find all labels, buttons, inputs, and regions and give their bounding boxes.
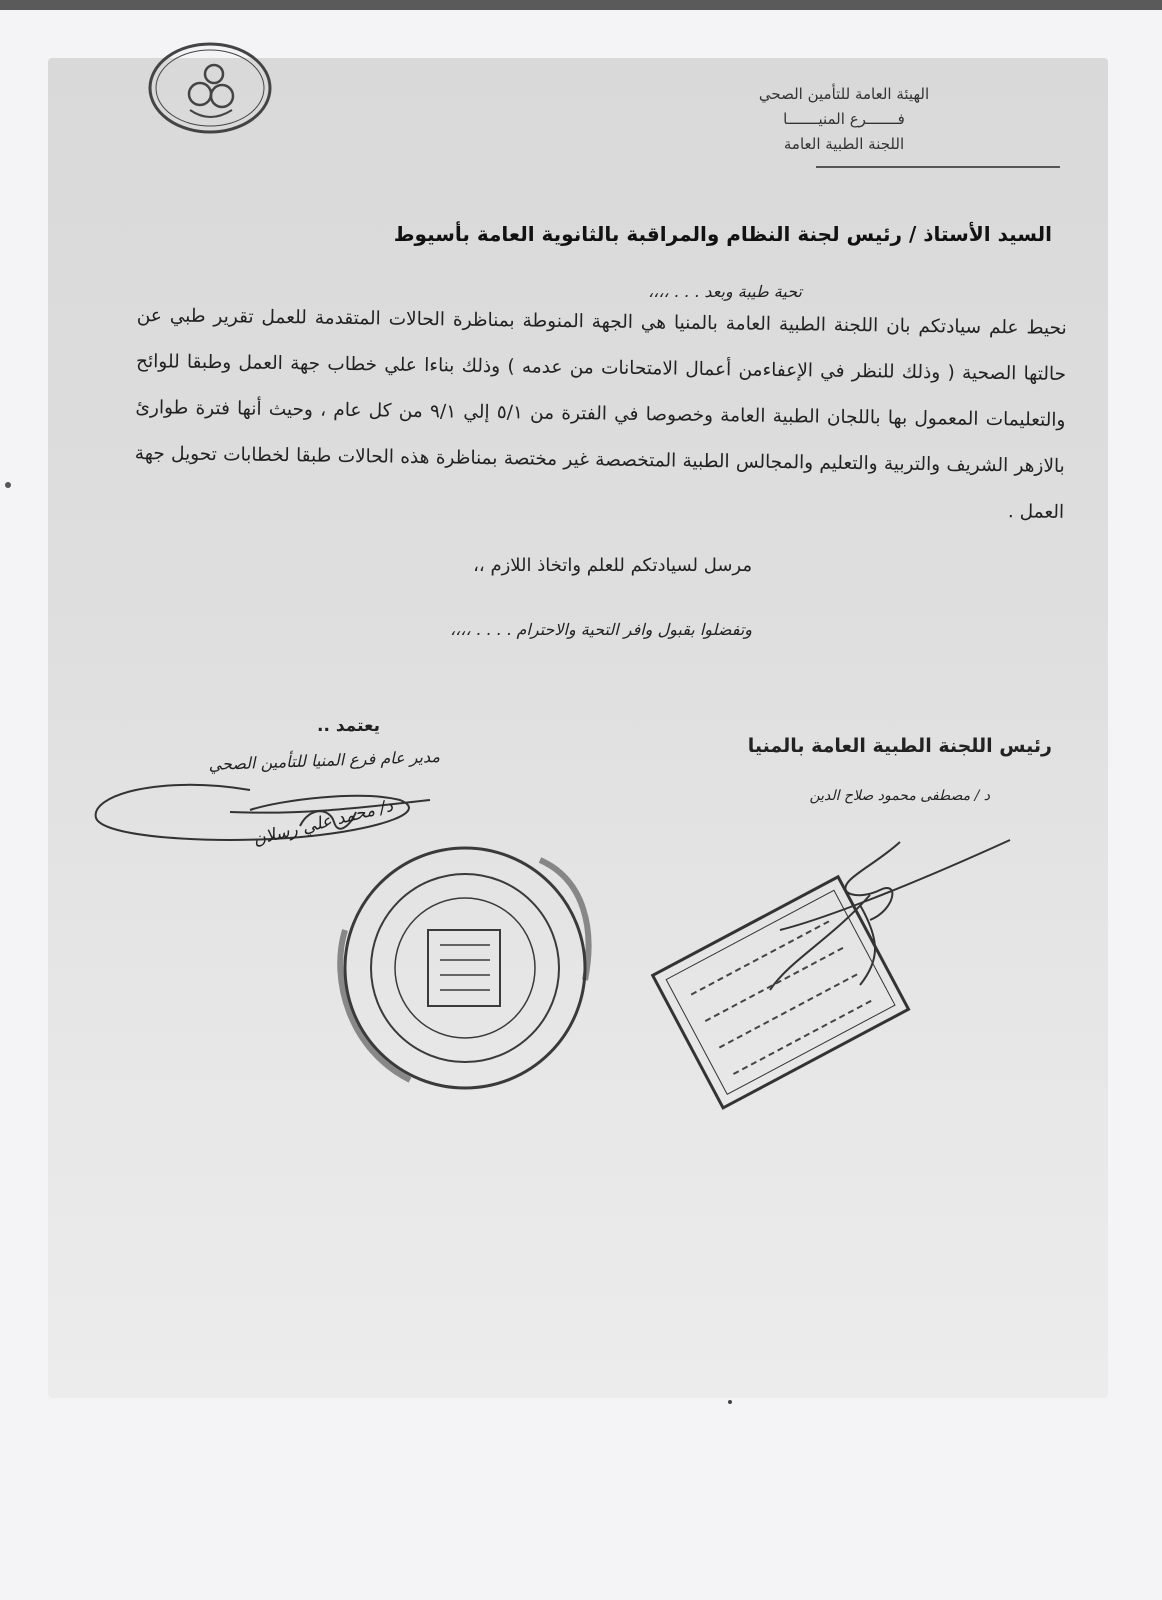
greeting: تحية طيبة وبعد . . . ،،،، [648,282,802,301]
rectangular-stamp [653,877,909,1108]
signatory-right-name: د / مصطفى محمود صلاح الدين [809,788,990,804]
addressee: السيد الأستاذ / رئيس لجنة النظام والمراقبة بالثانوية العامة بأسيوط [393,222,1052,246]
round-seal-stamp [340,848,588,1088]
signatory-right-title: رئيس اللجنة الطبية العامة بالمنيا [747,735,1052,757]
closing-line-1: مرسل لسيادتكم للعلم واتخاذ اللازم ،، [473,555,752,576]
header-org: الهيئة العامة للتأمين الصحي [758,85,930,103]
issuer-header [704,82,984,157]
signatory-left-name: د/ محمد علي رسلان [251,795,396,851]
signatory-left-title: مدير عام فرع المنيا للتأمين الصحي [208,746,441,775]
approval-label: يعتمد .. [317,716,380,736]
closing-line-2: وتفضلوا بقبول وافر التحية والاحترام . . . . ،،،، [450,620,752,639]
header-divider [816,166,1060,168]
header-committee: اللجنة الطبية العامة [783,135,905,153]
health-insurance-logo-icon [150,44,270,132]
letter-body: نحيط علم سيادتكم بان اللجنة الطبية العامة بالمنيا هي الجهة المنوطة بمناظرة الحالات المتقدمة للعمل تقرير طبي عن حالتها الصحية ( وذلك للنظر في الإعفاءمن أعمال الامتحانات من عدمه ) وذلك بناءا علي خطاب جهة العمل وطبقا للوائح والتعليمات المعمول بها باللجان الطبية العامة وخصوصا في الفترة من ٥/١ إلي ٩/١ من كل عام ، وحيث أنها فترة طوارئ بالازهر الشريف والتربية والتعليم والمجالس الطبية المتخصصة غير مختصة بمناظرة هذه الحالات طبقا لخطابات تحويل جهة العمل . [134,305,1067,523]
header-branch: فـــــــرع المنيـــــــا [783,110,905,128]
